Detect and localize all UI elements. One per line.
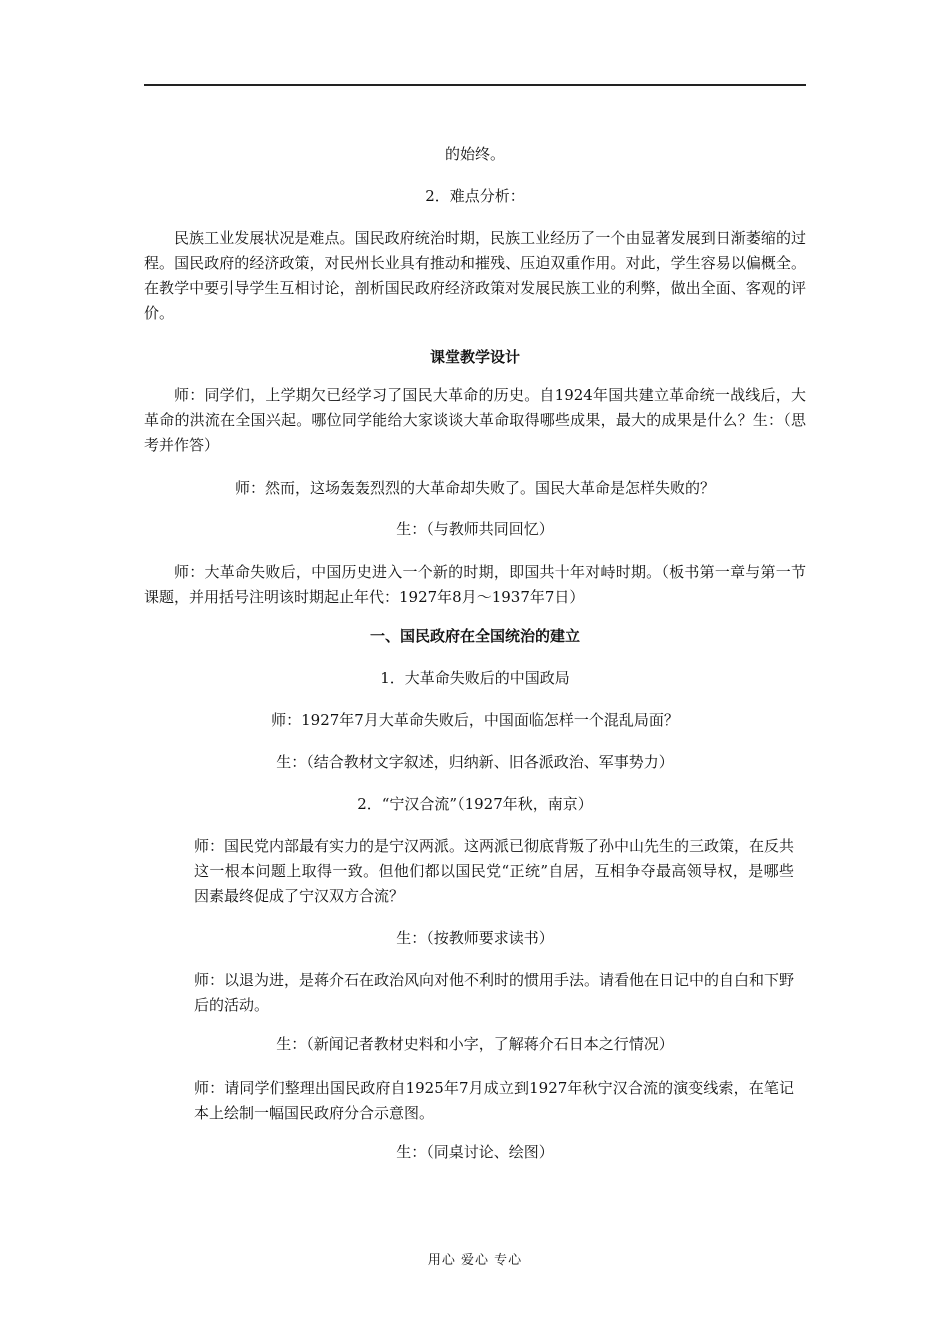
page-footer: 用心 爱心 专心: [427, 1253, 523, 1268]
dialogue-student-4: 生：（新闻记者教材史料和小字，了解蒋介石日本之行情况）: [276, 1035, 674, 1053]
dialogue-teacher-5: 师：国民党内部最有实力的是宁汉两派。这两派已彻底背叛了孙中山先生的三政策，在反共这一根本问题上取得一致。但他们都以国民党“正统”自居，互相争夺最高领导权，是哪些因素最终促成了宁汉双方合流？: [194, 837, 795, 905]
subheading-2: 2．“宁汉合流”（1927年秋，南京）: [357, 795, 593, 813]
dialogue-student-5: 生：（同桌讨论、绘图）: [396, 1143, 554, 1161]
difficulty-heading: 2．难点分析：: [425, 187, 525, 205]
dialogue-teacher-1: 师：同学们，上学期欠已经学习了国民大革命的历史。自1924年国共建立革命统一战线后，大革命的洪流在全国兴起。哪位同学能给大家谈谈大革命取得哪些成果，最大的成果是什么？生：（思考并作答）: [144, 386, 806, 454]
difficulty-analysis-paragraph: 民族工业发展状况是难点。国民政府统治时期，民族工业经历了一个由显著发展到日渐萎缩的过程。国民政府的经济政策，对民州长业具有推动和摧残、压迫双重作用。对此，学生容易以偏概全。在教学中要引导学生互相讨论，剖析国民政府经济政策对发展民族工业的利弊，做出全面、客观的评价。: [144, 229, 806, 322]
dialogue-teacher-3: 师：大革命失败后，中国历史进入一个新的时期，即国共十年对峙时期。（板书第一章与第一节课题，并用括号注明该时期起止年代：1927年8月～1937年7日）: [144, 563, 806, 606]
dialogue-student-3: 生：（按教师要求读书）: [396, 929, 554, 947]
subheading-1: 1．大革命失败后的中国政局: [380, 669, 570, 687]
dialogue-student-1: 生：（与教师共同回忆）: [396, 520, 554, 538]
dialogue-student-2: 生：（结合教材文字叙述，归纳新、旧各派政治、军事势力）: [276, 753, 674, 771]
paragraph-continuation: 的始终。: [444, 145, 505, 163]
header-rule: [144, 84, 806, 86]
section-title-classroom-design: 课堂教学设计: [429, 348, 520, 366]
dialogue-teacher-4: 师：1927年7月大革命失败后，中国面临怎样一个混乱局面？: [271, 711, 679, 729]
section-heading-1: 一、国民政府在全国统治的建立: [369, 627, 580, 645]
dialogue-teacher-6: 师：以退为进，是蒋介石在政治风向对他不利时的惯用手法。请看他在日记中的自白和下野后的活动。: [194, 971, 795, 1014]
dialogue-teacher-2: 师：然而，这场轰轰烈烈的大革命却失败了。国民大革命是怎样失败的？: [234, 479, 715, 497]
dialogue-teacher-7: 师：请同学们整理出国民政府自1925年7月成立到1927年秋宁汉合流的演变线索，在笔记本上绘制一幅国民政府分合示意图。: [194, 1079, 794, 1122]
